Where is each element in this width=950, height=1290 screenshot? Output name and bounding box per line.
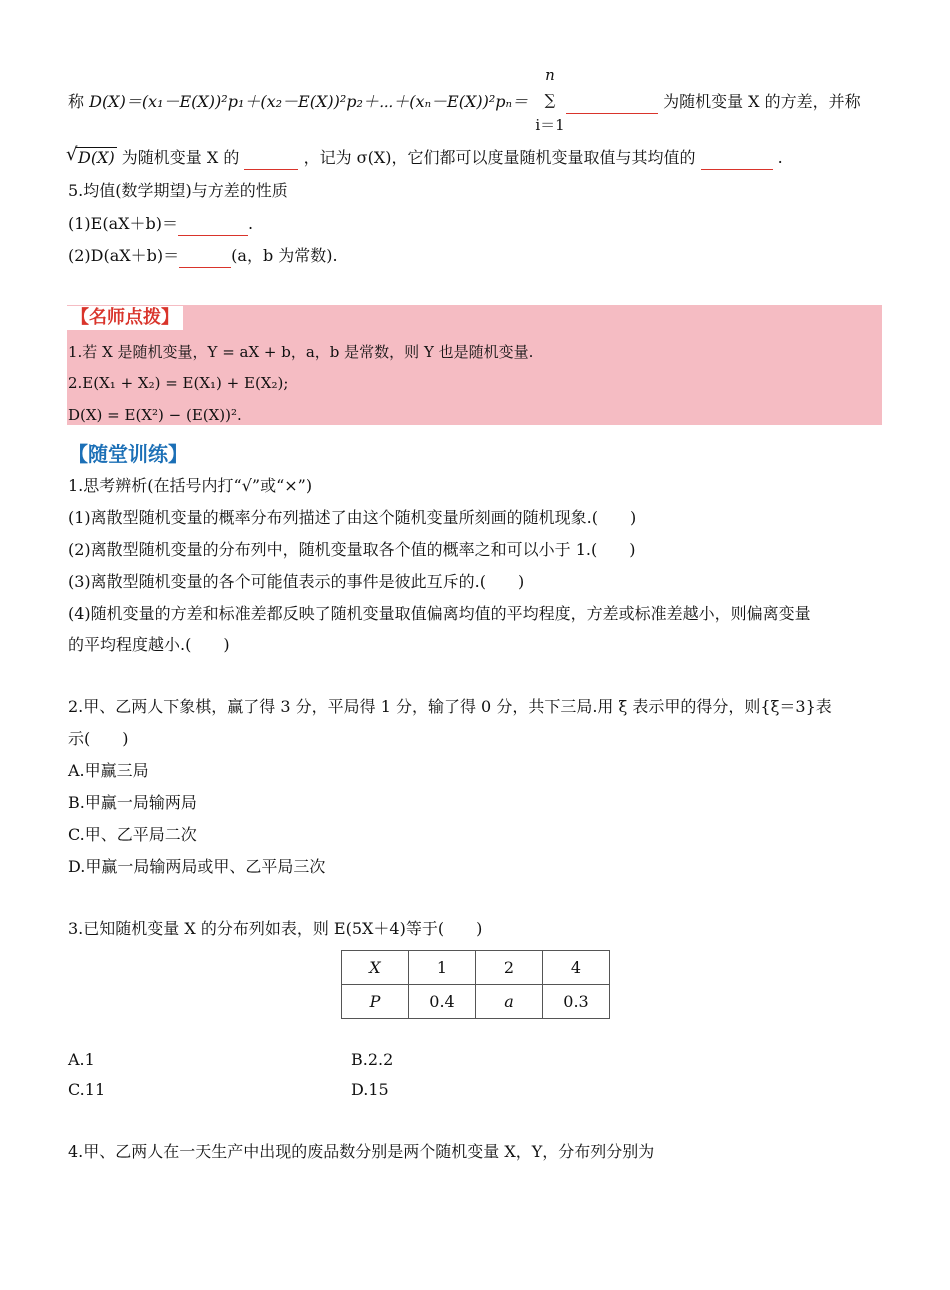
q2-stem-cont: 示( ): [68, 729, 129, 748]
q3-option-a[interactable]: A.1: [68, 1050, 95, 1069]
q2-option-d[interactable]: D.甲赢一局输两局或甲、乙平局三次: [68, 857, 326, 876]
teacher-tip-title: 【名师点拨】: [67, 306, 183, 330]
variance-formula: D(X)＝(x₁－E(X))²p₁＋(x₂－E(X))²p₂＋⋯＋(xₙ－E(X))²pₙ＝: [89, 92, 528, 111]
q3-option-d[interactable]: D.15: [351, 1080, 389, 1099]
deviation-degree-blank[interactable]: [701, 147, 773, 170]
q1-item-4-cont: 的平均程度越小.( ): [68, 635, 230, 654]
table-cell: 0.3: [543, 985, 610, 1019]
variance-blank[interactable]: [566, 91, 658, 114]
q3-option-b[interactable]: B.2.2: [351, 1050, 394, 1069]
q3-option-c[interactable]: C.11: [68, 1080, 106, 1099]
sum-upper-limit: n: [545, 66, 555, 84]
q1-item-2: (2)离散型随机变量的分布列中，随机变量取各个值的概率之和可以小于 1.( ): [68, 540, 636, 559]
std-deviation-line: [66, 144, 882, 170]
std-text-end: .: [777, 148, 783, 167]
std-text-a: 为随机变量 X 的: [121, 148, 240, 167]
q1-item-3: (3)离散型随机变量的各个可能值表示的事件是彼此互斥的.( ): [68, 572, 525, 591]
radicand: D(X): [78, 148, 115, 167]
variance-suffix: 为随机变量 X 的方差，并称: [663, 92, 861, 111]
variance-line-end: [566, 91, 861, 114]
q2-stem: 2.甲、乙两人下象棋，赢了得 3 分，平局得 1 分，输了得 0 分，共下三局.用 ξ 表示甲的得分，则{ξ＝3}表: [68, 697, 832, 716]
sqrt-expression: [66, 144, 117, 169]
variance-prefix: 称: [68, 92, 85, 111]
q4-stem: 4.甲、乙两人在一天生产中出现的废品数分别是两个随机变量 X，Y，分布列分别为: [68, 1142, 655, 1161]
table-row: [342, 985, 610, 1019]
properties-heading: 5.均值(数学期望)与方差的性质: [68, 181, 288, 200]
table-row: [342, 951, 610, 985]
q3-stem: 3.已知随机变量 X 的分布列如表，则 E(5X＋4)等于( ): [68, 919, 483, 938]
property-2-blank[interactable]: [179, 245, 231, 268]
practice-section-title: 【随堂训练】: [68, 442, 188, 466]
tip-line-2: 2.E(X₁ + X₂) = E(X₁) + E(X₂);: [68, 374, 289, 392]
table-cell: X: [342, 951, 409, 985]
tip-line-3: D(X) = E(X²) − (E(X))².: [68, 406, 242, 424]
table-cell: P: [342, 985, 409, 1019]
distribution-table: [341, 950, 610, 1019]
q1-item-1: (1)离散型随机变量的概率分布列描述了由这个随机变量所刻画的随机现象.( ): [68, 508, 637, 527]
table-cell: 2: [476, 951, 543, 985]
property-1-blank[interactable]: [178, 213, 248, 236]
property-2-suffix: (a，b 为常数).: [231, 246, 338, 265]
table-cell: 4: [543, 951, 610, 985]
table-cell: 1: [409, 951, 476, 985]
std-name-blank[interactable]: [244, 147, 298, 170]
q2-option-c[interactable]: C.甲、乙平局二次: [68, 825, 197, 844]
property-1-end: .: [248, 214, 254, 233]
q1-item-4: (4)随机变量的方差和标准差都反映了随机变量取值偏离均值的平均程度，方差或标准差越小，则偏离变量: [68, 604, 811, 623]
table-cell: 0.4: [409, 985, 476, 1019]
tip-line-1: 1.若 X 是随机变量，Y = aX + b，a，b 是常数，则 Y 也是随机变量.: [68, 343, 534, 361]
sum-sigma: ∑: [544, 91, 556, 109]
radical-icon: √: [66, 144, 78, 165]
q2-option-b[interactable]: B.甲赢一局输两局: [68, 793, 197, 812]
property-2: [68, 245, 882, 268]
property-2-text: (2)D(aX＋b)＝: [68, 246, 180, 265]
property-1: [68, 213, 882, 236]
sum-lower-limit: i＝1: [535, 116, 565, 134]
std-text-b: ，记为 σ(X)，它们都可以度量随机变量取值与其均值的: [303, 148, 696, 167]
q2-option-a[interactable]: A.甲赢三局: [68, 761, 149, 780]
q1-heading: 1.思考辨析(在括号内打“√”或“×”): [68, 476, 313, 495]
table-cell: a: [476, 985, 543, 1019]
property-1-text: (1)E(aX＋b)＝: [68, 214, 179, 233]
